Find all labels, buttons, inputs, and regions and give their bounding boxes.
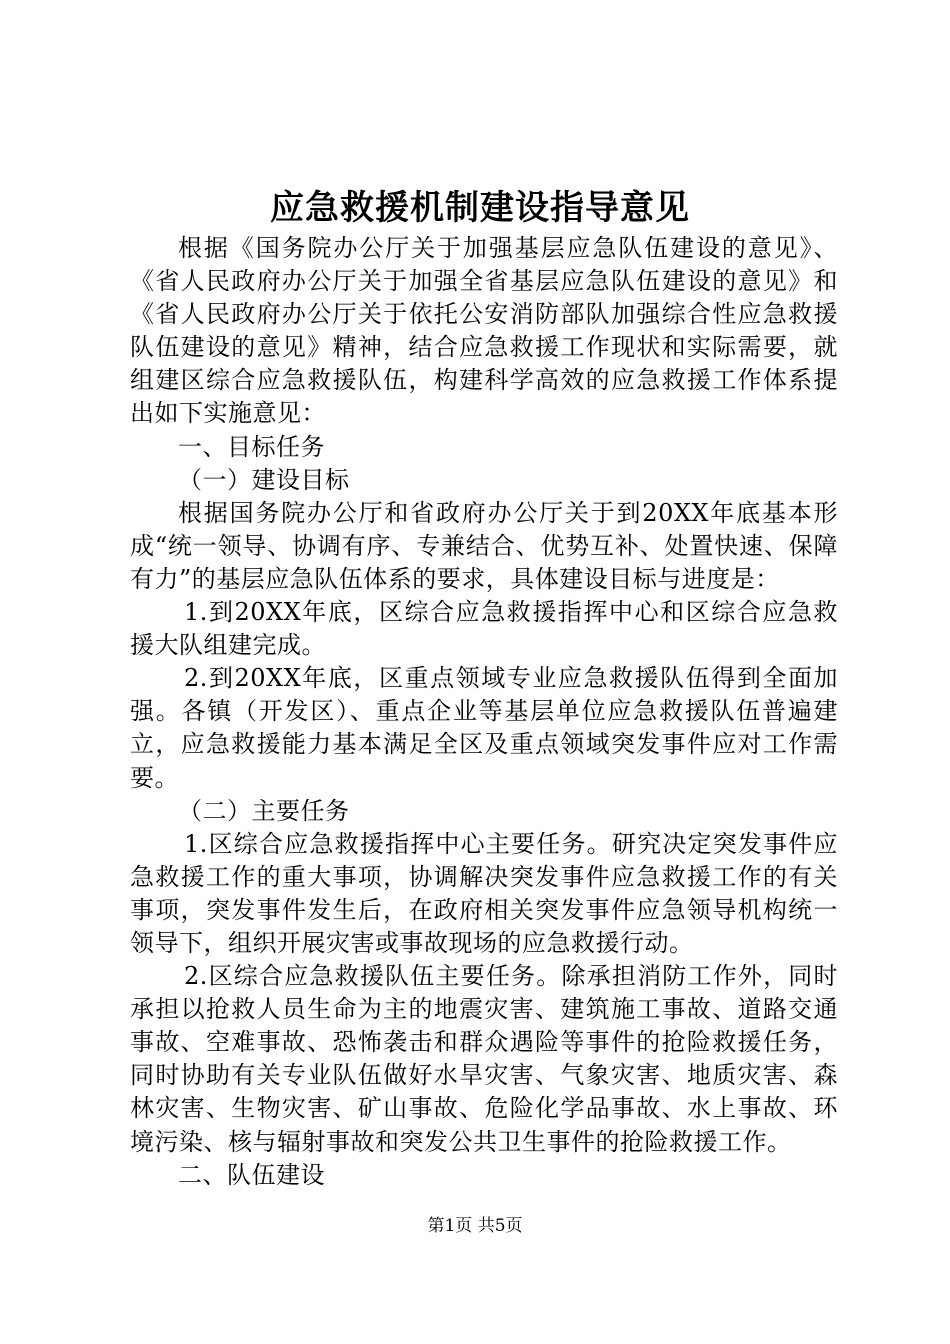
list-item-goal-1: 1.到20XX年底，区综合应急救援指挥中心和区综合应急救援大队组建完成。 (130, 598, 838, 660)
page-footer: 第1页 共5页 (427, 1216, 523, 1236)
heading-subsection-1: （一）建设目标 (178, 465, 350, 494)
heading-subsection-2: （二）主要任务 (178, 796, 350, 825)
document-title: 应急救援机制建设指导意见 (270, 188, 690, 228)
list-item-task-1: 1.区综合应急救援指挥中心主要任务。研究决定突发事件应急救援工作的重大事项，协调解决突发事件应急救援工作的有关事项，突发事件发生后，在政府相关突发事件应急领导机构统一领导下，组织开展灾害或事故现场的应急救援行动。 (130, 829, 838, 957)
heading-section-1: 一、目标任务 (178, 432, 325, 461)
paragraph-goal: 根据国务院办公厅和省政府办公厅关于到20XX年底基本形成“统一领导、协调有序、专兼结合、优势互补、处置快速、保障有力”的基层应急队伍体系的要求，具体建设目标与进度是： (130, 498, 838, 593)
heading-section-2: 二、队伍建设 (178, 1160, 325, 1189)
list-item-goal-2: 2.到20XX年底，区重点领域专业应急救援队伍得到全面加强。各镇（开发区）、重点企业等基层单位应急救援队伍普遍建立，应急救援能力基本满足全区及重点领域突发事件应对工作需要。 (130, 664, 838, 792)
list-item-task-2: 2.区综合应急救援队伍主要任务。除承担消防工作外，同时承担以抢救人员生命为主的地震灾害、建筑施工事故、道路交通事故、空难事故、恐怖袭击和群众遇险等事件的抢险救援任务，同时协助有关专业队伍做好水旱灾害、气象灾害、地质灾害、森林灾害、生物灾害、矿山事故、危险化学品事故、水上事故、环境污染、核与辐射事故和突发公共卫生事件的抢险救援工作。 (130, 962, 838, 1156)
paragraph-intro: 根据《国务院办公厅关于加强基层应急队伍建设的意见》、《省人民政府办公厅关于加强全省基层应急队伍建设的意见》和《省人民政府办公厅关于依托公安消防部队加强综合性应急救援队伍建设的意见》精神，结合应急救援工作现状和实际需要，就组建区综合应急救援队伍，构建科学高效的应急救援工作体系提出如下实施意见： (130, 234, 838, 428)
document-body (130, 232, 838, 1192)
